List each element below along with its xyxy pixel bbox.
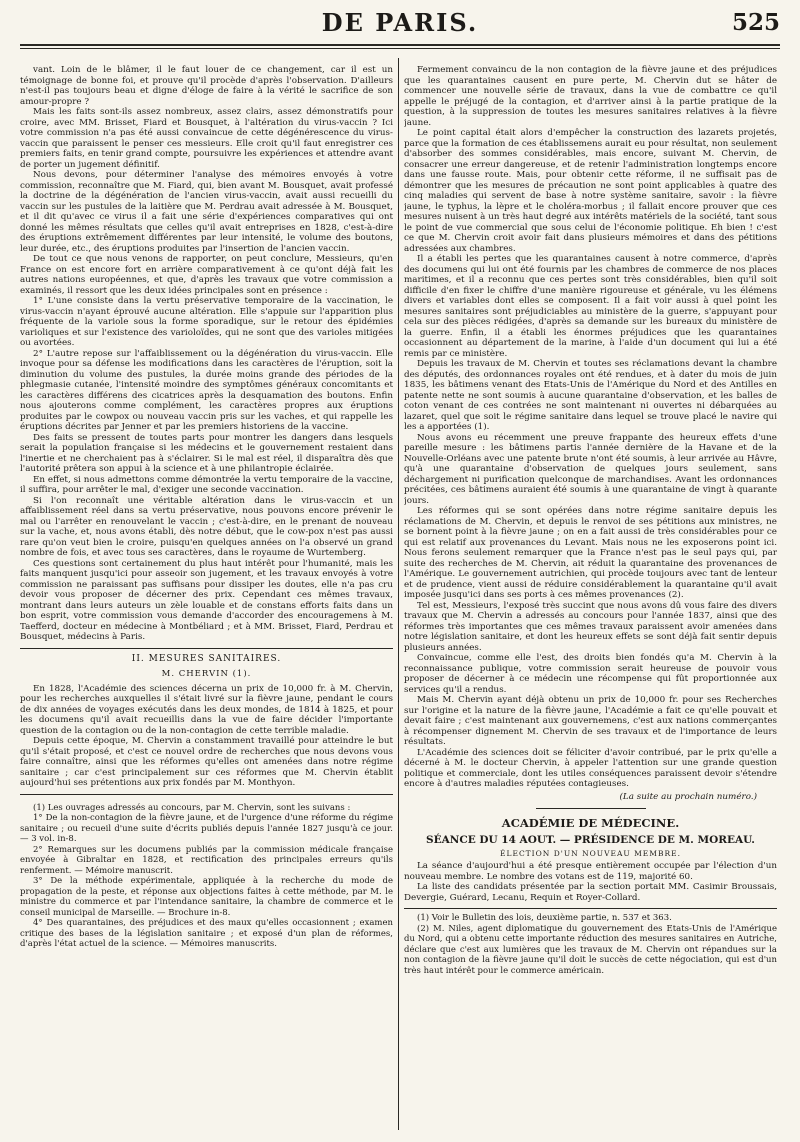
paragraph: 1° L'une consiste dans la vertu préservative temporaire de la vaccination, le virus-vaccin n'ayant éprouvé aucune altération. Elle s'appuie sur l'apparition plus fréquente de la variole sous la forme sporadique, sur le retour des épidémies varioliques et sur l'existence des varioloïdes, qui ne sont que des varioles mitigées ou avortées. (20, 296, 393, 348)
paragraph: Mais M. Chervin ayant déjà obtenu un prix de 10,000 fr. pour ses Recherches sur l'origine et la nature de la fièvre jaune, l'Académie a fait ce qu'elle pouvait et devait faire ; c'est maintenant aux gouvernemens, c'est aux nations commerçantes à récompenser dignement M. Chervin de ses travaux et de l'importance de leurs résultats. (404, 695, 777, 747)
page-number: 525 (731, 9, 780, 36)
section-title: II. MESURES SANITAIRES. (131, 653, 282, 664)
paragraph: Le point capital était alors d'empêcher la construction des lazarets projetés, parce que la formation de ces établissemens aurait eu pour résultat, non seulement d'absorber des sommes considérables, mais encore, suivant M. Chervin, de consacrer une erreur dangereuse, et de retenir l'administration longtemps encore dans une fausse route. Mais, pour obtenir cette réforme, il ne suffisait pas de démontrer que les mesures de précaution ne sont point applicables à quatre des cinq maladies qui servent de base à notre système sanitaire, savoir : la fièvre jaune, le typhus, la lèpre et le choléra-morbus ; il fallait encore prouver que ces mesures nuisent à un très haut degré aux intérêts matériels de la société, tant sous le point de vue commercial que sous celui de l'économie politique. Eh bien ! c'est ce que M. Chervin croit avoir fait dans plusieurs mémoires et dans des pétitions adressées aux chambres. (404, 128, 777, 254)
academy-heading: ACADÉMIE DE MÉDECINE. (501, 816, 680, 830)
page-title: DE PARIS. (321, 8, 479, 37)
paragraph: En effet, si nous admettons comme démontrée la vertu temporaire de la vaccine, il suffira, pour arrêter le mal, d'exiger une seconde vaccination. (20, 474, 393, 495)
paragraph: Si l'on reconnaît une véritable altération dans le virus-vaccin et un affaiblissement réel dans sa vertu préservative, nous pouvons encore prévenir le mal ou l'arrêter en renouvelant le vaccin ; c'est-à-dire, en le prenant de nouveau sur la vache, et, nous avons établi, dès notre début, que le cow-pox n'est pas aussi rare qu'on veut bien le croire, puisqu'en quelques années on l'a observé un grand nombre de fois, et avec tous ses caractères, dans le royaume de Wurtemberg. (20, 495, 393, 558)
header-rule (20, 44, 780, 46)
paragraph: La liste des candidats présentée par la section portait MM. Casimir Broussais, Devergie, Guérard, Lecanu, Requin et Royer-Collard. (404, 882, 777, 903)
column-divider (398, 58, 399, 1130)
paragraph: Depuis les travaux de M. Chervin et toutes ses réclamations devant la chambre des députés, des ordonnances royales ont été rendues, et à dater du mois de juin 1835, les bâtimens venant des Etats-Unis de l'Amérique du Nord et des Antilles en patente nette ne sont soumis à aucune quarantaine d'observation, et les balles de coton venant de ces contrées ne sont maintenant ni ouvertes ni débarquées au lazaret, quel que soit le régime sanitaire dans lequel se trouve placé le navire qui les a apportées (1). (404, 359, 777, 432)
paragraph: Nous avons eu récemment une preuve frappante des heureux effets d'une pareille mesure : les bâtimens partis l'année dernière de la Havane et de la Nouvelle-Orléans avec une patente brute n'ont été soumis, à leur arrivée au Hâvre, qu'à une quarantaine d'observation de quelques jours seulement, sans déchargement ni purification quelconque de marchandises. Avant les ordonnances précitées, ces bâtimens auraient été soumis à une quarantaine de vingt à quarante jours. (404, 432, 777, 506)
paragraph: Mais les faits sont-ils assez nombreux, assez clairs, assez démonstratifs pour croire, avec MM. Brisset, Fiard et Bousquet, à l'altération du virus-vaccin ? Ici votre commission n'a pas été aussi convaincue de cette dégénérescence du virus-vaccin que paraissent le penser ces messieurs. Elle croit qu'il faut enregistrer ces premiers faits, en tenir grand compte, poursuivre les expériences et attendre avant de porter un jugement définitif. (20, 107, 393, 170)
election-subheading: ÉLECTION D'UN NOUVEAU MEMBRE. (500, 849, 681, 858)
paragraph: Des faits se pressent de toutes parts pour montrer les dangers dans lesquels serait la population française si les médecins et le gouvernement restaient dans l'inertie et ne cherchaient pas à s'éclairer. Si le mal est réel, il disparaîtra dès que l'autorité prêtera son appui à la science et à une philantropie éclairée. (20, 432, 393, 474)
footnote: (1) Les ouvrages adressés au concours, par M. Chervin, sont les suivans : (33, 802, 351, 813)
paragraph: Les réformes qui se sont opérées dans notre régime sanitaire depuis les réclamations de M. Chervin, et depuis le renvoi de ses pétitions aux ministres, ne se bornent point à la fièvre jaune ; on en a fait aussi de très considérables pour ce qui est relatif aux provenances du Levant. Mais nous ne les exposerons point ici. Nous ferons seulement remarquer que la France n'est pas le seul pays qui, par suite des recherches de M. Chervin, ait réduit la quarantaine des provenances de l'Amérique. Le gouvernement autrichien, qui procède toujours avec tant de lenteur et de prudence, vient aussi de réduire considérablement la quarantaine qu'il avait imposée jusqu'ici dans ses ports à ces mêmes provenances (2). (404, 506, 777, 600)
paragraph: Tel est, Messieurs, l'exposé très succint que nous avons dû vous faire des divers travaux que M. Chervin a adressés au concours pour l'année 1837, ainsi que des réformes très importantes que ces mêmes travaux paraissent avoir amenées dans notre législation sanitaire, et dont les heureux effets se sont déjà fait sentir depuis plusieurs années. (404, 600, 777, 653)
page-header (0, 10, 800, 36)
footnote: 3° De la méthode expérimentale, appliquée à la recherche du mode de propagation de la peste, et réponse aux objections faites à cette méthode, par M. le ministre du commerce et par l'intendance sanitaire, la chambre de commerce et le conseil municipal de Marseille. — Brochure in-8. (20, 876, 393, 918)
footnote-divider (20, 794, 393, 795)
footnote-divider (404, 908, 777, 909)
continuation-note: (La suite au prochain numéro.) (619, 791, 757, 802)
footnote: (1) Voir le Bulletin des lois, deuxième partie, n. 537 et 363. (417, 913, 672, 923)
right-column (404, 65, 777, 1130)
paragraph: Nous devons, pour déterminer l'analyse des mémoires envoyés à votre commission, reconnaître que M. Fiard, qui, bien avant M. Bousquet, avait professé la doctrine de la dégénération de l'ancien virus-vaccin, avait aussi recueilli du vaccin sur les pustules de la laitière que M. Perdrau avait adressée à M. Bousquet, et il dit qu'avec ce virus il a fait une série d'expériences comparatives qui ont donné les mêmes résultats que celles qu'il avait entreprises en 1828, c'est-à-dire des éruptions extrêmement différentes par leur intensité, le volume des boutons, leur durée, etc., des éruptions produites par l'insertion de l'ancien vaccin. (20, 170, 393, 254)
paragraph: La séance d'aujourd'hui a été presque entièrement occupée par l'élection d'un nouveau membre. Le nombre des votans est de 119, majorité 60. (404, 861, 777, 882)
paragraph: Convaincue, comme elle l'est, des droits bien fondés qu'a M. Chervin à la reconnaissance publique, votre commission serait heureuse de pouvoir vous proposer de décerner à ce médecin une récompense qui fût proportionnée aux services qu'il a rendus. (404, 653, 777, 695)
article-divider (536, 808, 646, 809)
section-divider (20, 648, 393, 649)
paragraph: L'Académie des sciences doit se féliciter d'avoir contribué, par le prix qu'elle a décerné à M. le docteur Chervin, à appeler l'attention sur une grande question politique et commerciale, dont les utiles conséquences paraissent devoir s'étendre encore à d'autres maladies réputées contagieuses. (404, 747, 777, 789)
paragraph: Il a établi les pertes que les quarantaines causent à notre commerce, d'après des documens qui lui ont été fournis par les chambres de commerce de nos places maritimes, et il a reconnu que ces pertes sont très considérables, bien qu'il soit difficile d'en fixer le chiffre d'une manière rigoureuse et générale, vu les élémens divers et variables dont elles se composent. Il a fait voir aussi à quel point les mesures sanitaires sont préjudiciables au ministère de la guerre, s'appuyant pour cela sur des pièces rédigées, d'après sa demande sur les bureaux du ministère de la guerre. Enfin, il a établi les énormes préjudices que les quarantaines occasionnent au département de la marine, à l'aide d'un document qui lui a été remis par ce ministère. (404, 254, 777, 359)
paragraph: Depuis cette époque, M. Chervin a constamment travaillé pour atteindre le but qu'il s'était proposé, et c'est ce nouvel ordre de recherches que nous devons vous faire connaître, ainsi que les réformes qu'elles ont amenées dans notre régime sanitaire ; car c'est principalement sur ces réformes que M. Chervin établit aujourd'hui ses prétentions aux prix fondés par M. Monthyon. (20, 736, 393, 788)
footnote: (2) M. Niles, agent diplomatique du gouvernement des Etats-Unis de l'Amérique du Nord, qui a obtenu cette importante réduction des mesures sanitaires en Autriche, déclare que c'est aux lumières que les travaux de M. Chervin ont répandues sur la non contagion de la fièvre jaune qu'il doit le succès de cette négociation, qui est d'un très haut intérêt pour le commerce américain. (404, 923, 777, 976)
footnote: 1° De la non-contagion de la fièvre jaune, et de l'urgence d'une réforme du régime sanitaire ; ou recueil d'une suite d'écrits publiés depuis l'année 1827 jusqu'à ce jour. — 3 vol. in-8. (20, 813, 393, 844)
paragraph: Fermement convaincu de la non contagion de la fièvre jaune et des préjudices que les quarantaines causent en pure perte, M. Chervin dut se hâter de commencer une nouvelle série de travaux, dans la vue de combattre ce qu'il appelle le préjugé de la contagion, et d'arriver ainsi à la partie pratique de la question, à la suppression de toutes les mesures sanitaires relatives à la fièvre jaune. (404, 65, 777, 128)
paragraph: 2° L'autre repose sur l'affaiblissement ou la dégénération du virus-vaccin. Elle invoque pour sa défense les modifications dans les caractères de l'éruption, soit la diminution du volume des pustules, la durée moins grande des périodes de la phlegmasie cutanée, l'intensité moindre des symptômes généraux concomitants et les caractères différens des cicatrices après la desquamation des boutons. Enfin nous ajouterons comme complément, les caractères propres aux éruptions produites par le cowpox ou nouveau vaccin pris sur les vaches, et qui rappelle les éruptions décrites par Jenner et par les premiers historiens de la vaccine. (20, 348, 393, 432)
header-rule-thin (20, 48, 780, 49)
footnote: 4° Des quarantaines, des préjudices et des maux qu'elles occasionnent ; examen critique des bases de la législation sanitaire ; et exposé d'un plan de réformes, d'après l'état actuel de la science. — Mémoires manuscrits. (20, 918, 393, 949)
paragraph: De tout ce que nous venons de rapporter, on peut conclure, Messieurs, qu'en France on est encore fort en arrière comparativement à ce qu'ont déjà fait les autres nations européennes, et que, d'après les travaux que votre commission a examinés, il ressort que les deux idées principales sont en présence : (20, 254, 393, 296)
left-column (20, 65, 393, 1130)
paragraph: vant. Loin de le blâmer, il le faut louer de ce changement, car il est un témoignage de bonne foi, et prouve qu'il procède d'après l'observation. D'ailleurs n'est-il pas toujours beau et digne d'éloge de faire à la vérité le sacrifice de son amour-propre ? (20, 65, 393, 107)
seance-heading: SÉANCE DU 14 AOUT. — PRÉSIDENCE DE M. MOREAU. (426, 834, 755, 846)
footnote: 2° Remarques sur les documens publiés par la commission médicale française envoyée à Gibraltar en 1828, et rectification des principales erreurs qu'ils renferment. — Mémoire manuscrit. (20, 844, 393, 876)
paragraph: Ces questions sont certainement du plus haut intérêt pour l'humanité, mais les faits manquent jusqu'ici pour asseoir son jugement, et les travaux envoyés à votre commission ne paraissant pas suffisans pour dissiper les doutes, elle n'a pas cru devoir vous proposer de décerner des prix. Cependant ces mêmes travaux, montrant dans leurs auteurs un zèle louable et de constans efforts faits dans un bon esprit, votre commission vous demande d'accorder des encouragemens à M. Taefferd, docteur en médecine à Montbéliard ; et à MM. Brisset, Fiard, Perdrau et Bousquet, médecins à Paris. (20, 558, 393, 642)
paragraph: En 1828, l'Académie des sciences décerna un prix de 10,000 fr. à M. Chervin, pour les recherches auxquelles il s'était livré sur la fièvre jaune, pendant le cours de dix années de voyages exécutés dans les deux mondes, de 1814 à 1825, et pour les documens qu'il avait recueillis dans la vue de faire décider l'importante question de la contagion ou de la non-contagion de cette terrible maladie. (20, 683, 393, 736)
section-subtitle: M. CHERVIN (1). (161, 668, 252, 679)
